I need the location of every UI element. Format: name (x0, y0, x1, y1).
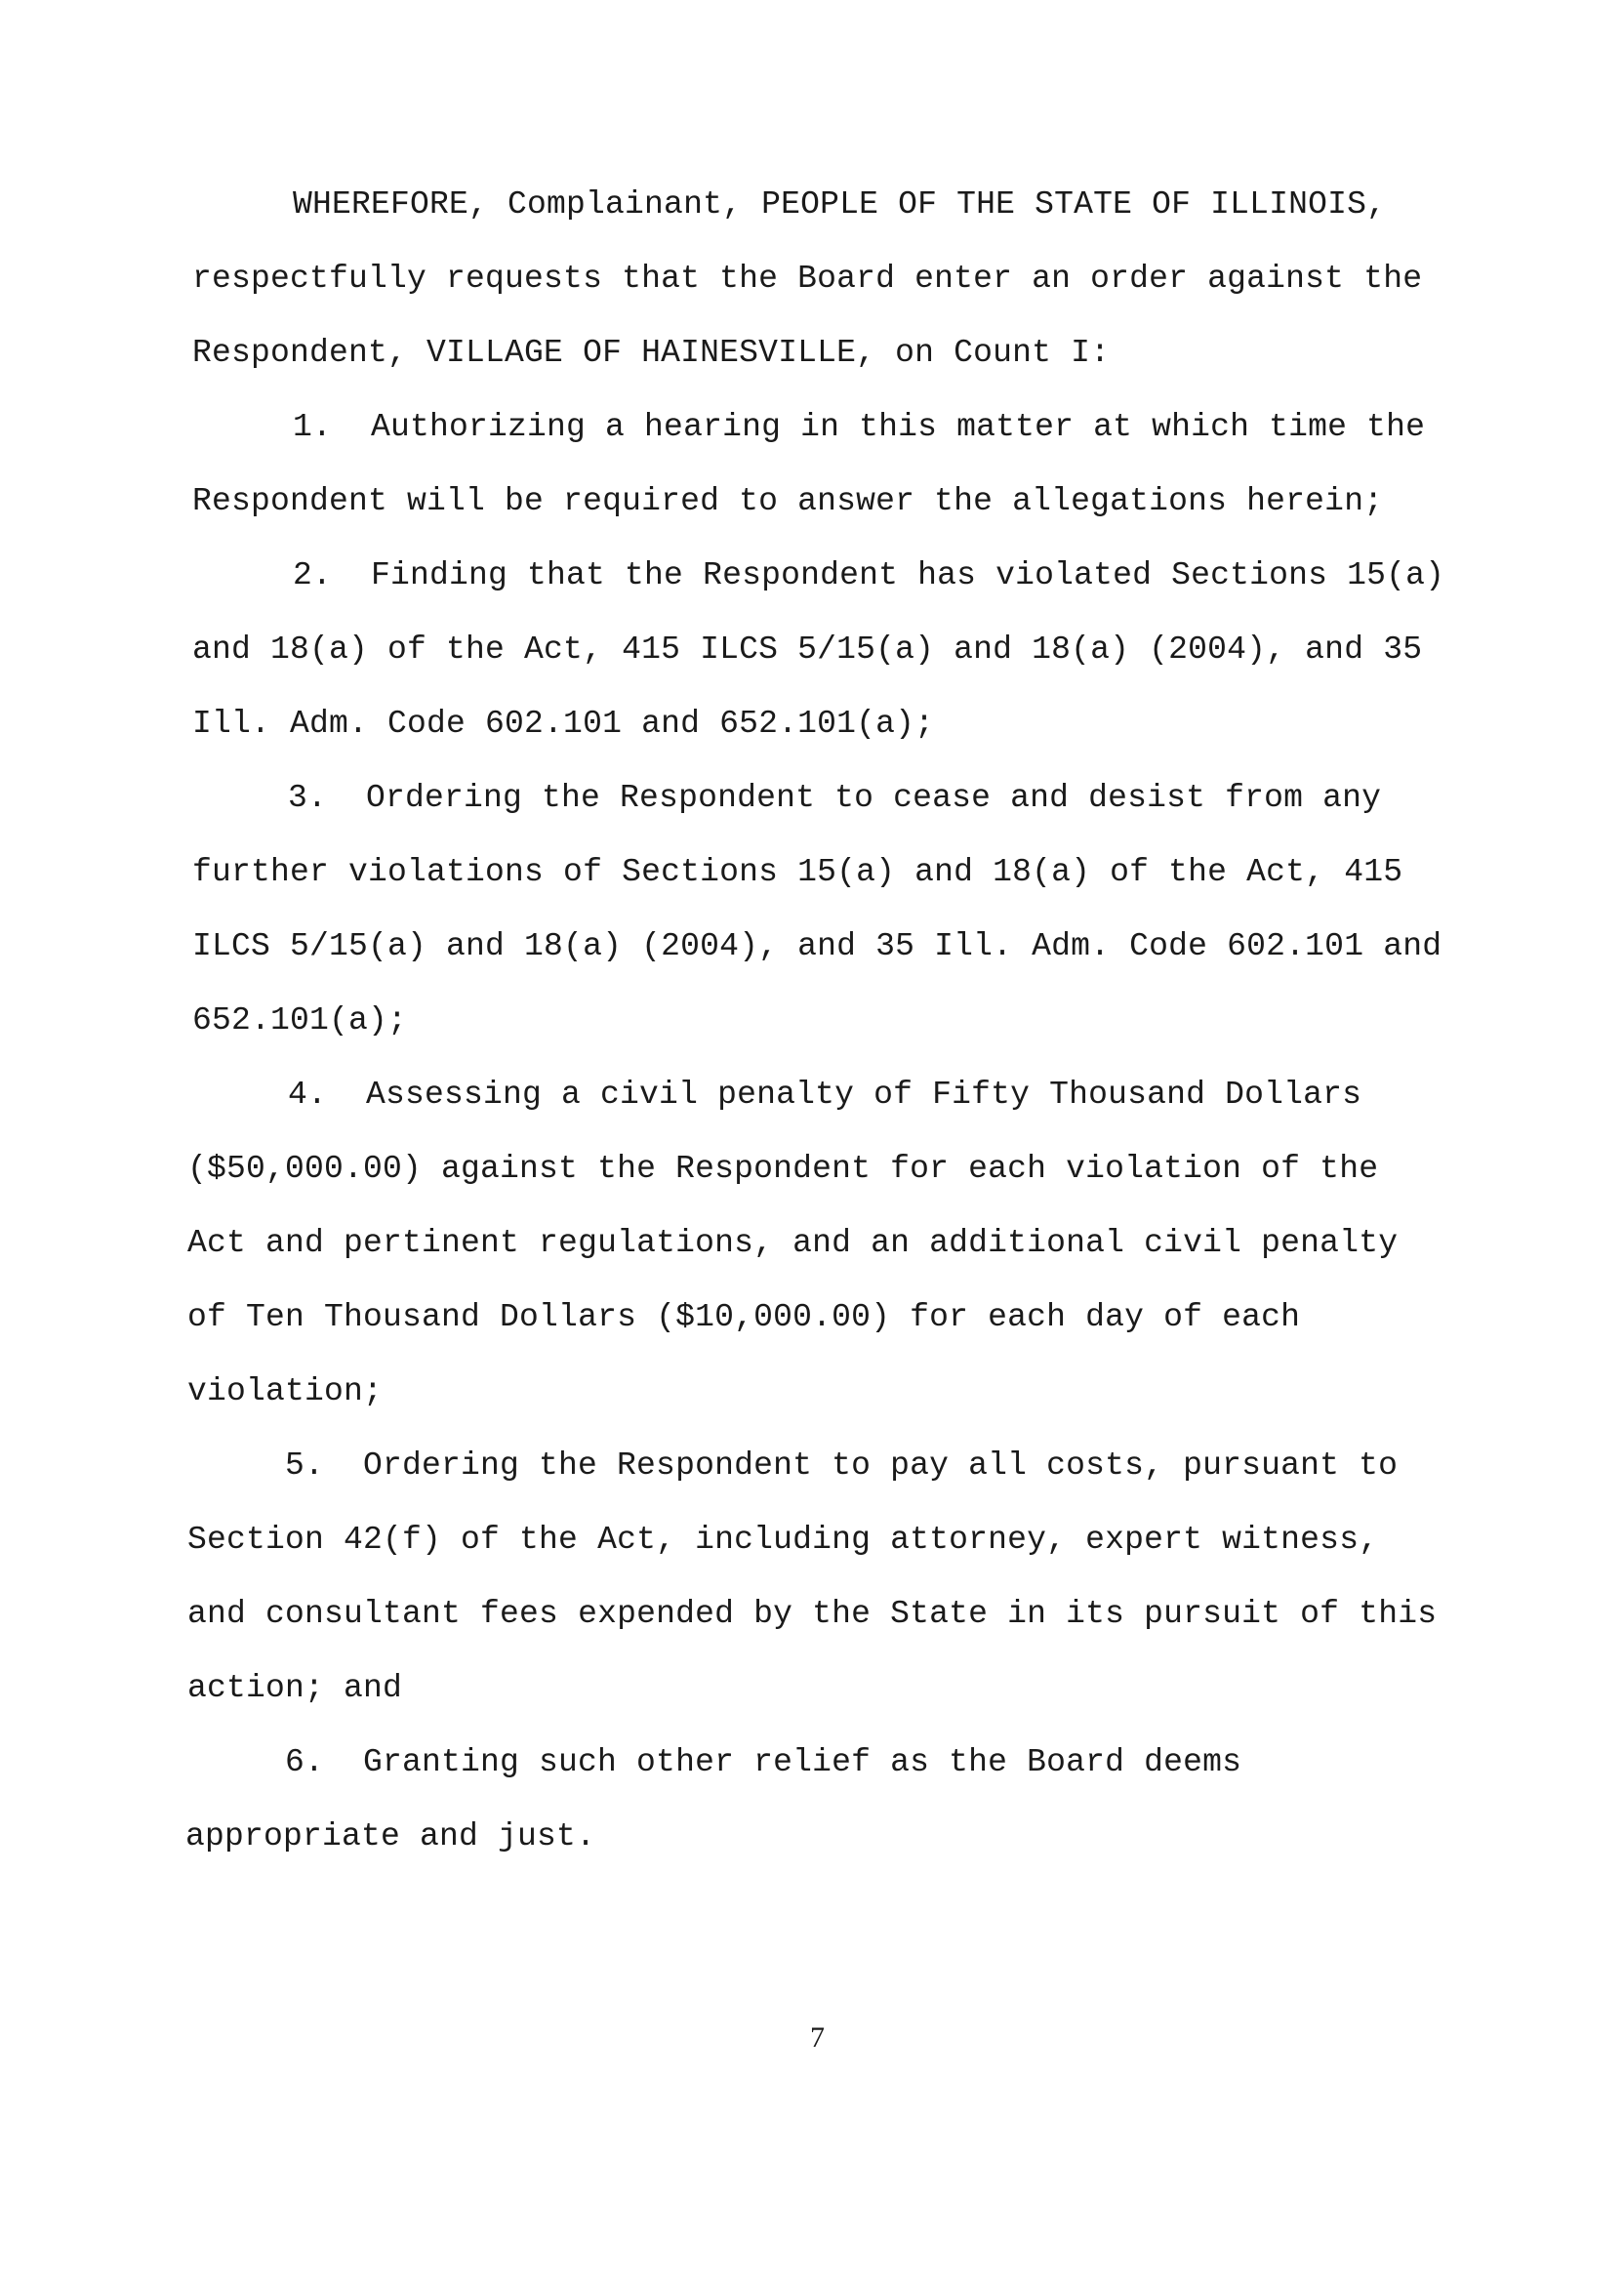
item-4-line-5: violation; (187, 1373, 384, 1409)
page-number: 7 (810, 2021, 825, 2054)
item-6-line-2: appropriate and just. (185, 1818, 596, 1854)
item-4-line-2: ($50,000.00) against the Respondent for each violation of the (187, 1151, 1379, 1187)
item-5-line-3: and consultant fees expended by the State in its pursuit of this (187, 1596, 1438, 1632)
item-5-line-2: Section 42(f) of the Act, including attorney, expert witness, (187, 1522, 1379, 1558)
item-2-line-1: 2. Finding that the Respondent has violated Sections 15(a) (293, 557, 1445, 593)
item-1-line-1: 1. Authorizing a hearing in this matter at which time the (293, 409, 1426, 445)
item-3-line-1: 3. Ordering the Respondent to cease and desist from any (288, 780, 1382, 816)
wherefore-clause-line-1: WHEREFORE, Complainant, PEOPLE OF THE STATE OF ILLINOIS, (293, 186, 1387, 223)
item-1-line-2: Respondent will be required to answer the allegations herein; (192, 483, 1384, 519)
item-6-line-1: 6. Granting such other relief as the Board deems (285, 1744, 1242, 1780)
item-4-line-3: Act and pertinent regulations, and an additional civil penalty (187, 1225, 1399, 1261)
item-2-line-2: and 18(a) of the Act, 415 ILCS 5/15(a) and 18(a) (2004), and 35 (192, 632, 1423, 668)
wherefore-clause-line-2: respectfully requests that the Board enter an order against the (192, 261, 1423, 297)
item-3-line-3: ILCS 5/15(a) and 18(a) (2004), and 35 Ill. Adm. Code 602.101 and (192, 928, 1442, 964)
item-4-line-4: of Ten Thousand Dollars ($10,000.00) for each day of each (187, 1299, 1301, 1335)
item-3-line-2: further violations of Sections 15(a) and 18(a) of the Act, 415 (192, 854, 1403, 890)
wherefore-clause-line-3: Respondent, VILLAGE OF HAINESVILLE, on Count I: (192, 335, 1111, 371)
item-5-line-1: 5. Ordering the Respondent to pay all costs, pursuant to (285, 1447, 1399, 1484)
item-5-line-4: action; and (187, 1670, 403, 1706)
item-2-line-3: Ill. Adm. Code 602.101 and 652.101(a); (192, 706, 935, 742)
item-4-line-1: 4. Assessing a civil penalty of Fifty Thousand Dollars (288, 1077, 1362, 1113)
item-3-line-4: 652.101(a); (192, 1002, 408, 1039)
